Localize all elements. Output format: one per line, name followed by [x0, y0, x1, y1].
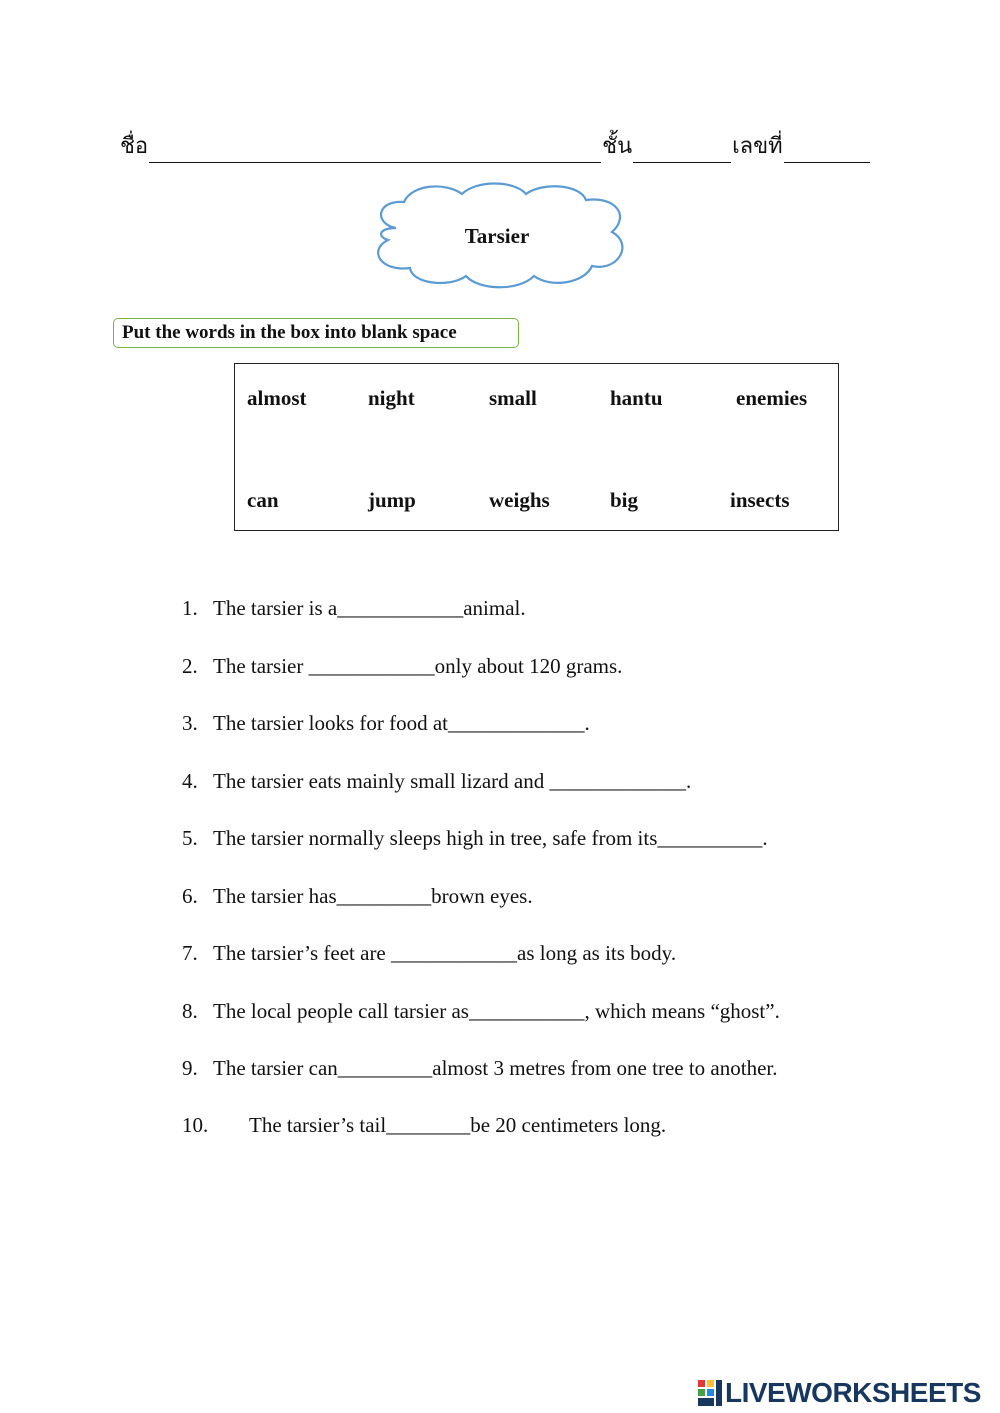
answer-blank[interactable]: _____________: [549, 769, 686, 793]
word-bank-item: weighs: [489, 488, 550, 512]
number-label: เลขที่: [732, 133, 783, 158]
word-bank-box: [234, 363, 839, 531]
question-number: 7.: [182, 941, 198, 965]
question-item: [182, 826, 768, 851]
question-item: [182, 596, 526, 621]
question-number: 2.: [182, 654, 198, 678]
question-text: The tarsier’s feet are: [213, 941, 392, 965]
question-text: as long as its body.: [517, 941, 677, 965]
answer-blank[interactable]: ________: [386, 1113, 471, 1137]
word-bank-item: big: [610, 488, 639, 512]
question-text: be 20 centimeters long.: [470, 1113, 667, 1137]
question-text: The tarsier looks for food at: [213, 711, 449, 735]
question-text: The tarsier normally sleeps high in tree, safe from its: [213, 826, 658, 850]
question-text: The tarsier: [213, 654, 309, 678]
question-item: [182, 654, 622, 679]
question-text: almost 3 metres from one tree to another.: [432, 1056, 778, 1080]
question-item: [182, 711, 590, 736]
word-bank-item: almost: [247, 386, 307, 410]
answer-blank[interactable]: __________: [657, 826, 763, 850]
word-bank-item: enemies: [736, 386, 808, 410]
question-text: .: [584, 711, 590, 735]
student-info-header: [120, 128, 880, 163]
question-number: 1.: [182, 596, 198, 620]
word-bank-item: insects: [730, 488, 790, 512]
number-field[interactable]: [784, 144, 870, 163]
question-text: .: [762, 826, 768, 850]
question-text: The tarsier has: [213, 884, 337, 908]
class-field[interactable]: [633, 144, 731, 163]
instruction-label: Put the words in the box into blank space: [113, 318, 519, 348]
word-bank-item: hantu: [610, 386, 663, 410]
question-text: The tarsier’s tail: [249, 1113, 387, 1137]
logo-text: LIVEWORKSHEETS: [725, 1377, 981, 1408]
question-text: .: [685, 769, 692, 793]
question-item: [182, 769, 691, 794]
question-number: 8.: [182, 999, 198, 1023]
question-text: The local people call tarsier as: [213, 999, 469, 1023]
word-bank-item: jump: [368, 488, 416, 512]
question-number: 3.: [182, 711, 198, 735]
answer-blank[interactable]: ____________: [391, 941, 518, 965]
question-item: [182, 884, 533, 909]
answer-blank[interactable]: ___________: [468, 999, 585, 1023]
question-item: [182, 1113, 666, 1138]
question-number: 5.: [182, 826, 198, 850]
question-number: 6.: [182, 884, 198, 908]
question-number: 10.: [182, 1113, 209, 1137]
answer-blank[interactable]: _____________: [448, 711, 585, 735]
question-text: animal.: [463, 596, 526, 620]
name-field[interactable]: [149, 144, 601, 163]
question-text: brown eyes.: [431, 884, 533, 908]
liveworksheets-logo-icon: [697, 1378, 723, 1408]
class-label: ชั้น: [602, 133, 633, 158]
question-item: [182, 999, 780, 1024]
question-text: The tarsier is a: [213, 596, 338, 620]
question-number: 9.: [182, 1056, 198, 1080]
answer-blank[interactable]: ____________: [308, 654, 435, 678]
question-text: The tarsier eats mainly small lizard and: [213, 769, 550, 793]
worksheet-title: Tarsier: [464, 224, 530, 248]
question-text: only about 120 grams.: [434, 654, 623, 678]
word-bank-item: can: [247, 488, 279, 512]
answer-blank[interactable]: _________: [337, 1056, 433, 1080]
question-item: [182, 941, 676, 966]
question-text: , which means “ghost”.: [584, 999, 780, 1023]
answer-blank[interactable]: ____________: [337, 596, 464, 620]
name-label: ชื่อ: [120, 133, 149, 158]
liveworksheets-logo[interactable]: [697, 1376, 981, 1410]
answer-blank[interactable]: _________: [336, 884, 432, 908]
word-bank-item: night: [368, 386, 415, 410]
question-number: 4.: [182, 769, 198, 793]
question-text: The tarsier can: [213, 1056, 338, 1080]
question-item: [182, 1056, 778, 1081]
word-bank-item: small: [489, 386, 537, 410]
